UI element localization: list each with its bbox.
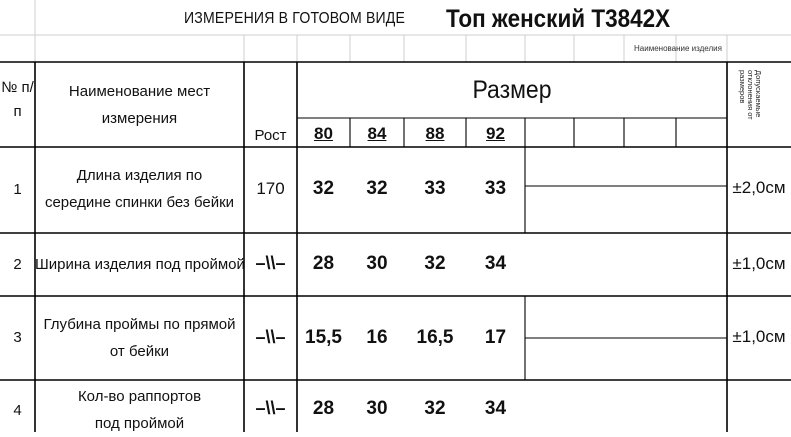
size-84: 84 <box>367 124 387 143</box>
row-2-size-84: 30 <box>366 253 388 274</box>
col-height-header: Рост <box>254 127 287 144</box>
row-3-tolerance: ±1,0см <box>732 327 786 346</box>
row-1-size-92: 33 <box>484 178 507 199</box>
measurements-title: ИЗМЕРЕНИЯ В ГОТОВОМ ВИДЕ <box>184 10 406 27</box>
row-4-height: –\\– <box>255 398 286 418</box>
row-1-size-80: 32 <box>312 178 335 199</box>
size-80: 80 <box>314 124 333 143</box>
product-name: Топ женский Т3842Х <box>446 5 671 33</box>
row-4-size-84: 30 <box>366 398 388 419</box>
col-size-header: Размер <box>472 76 552 104</box>
row-2-height: –\\– <box>255 253 286 273</box>
row-1-size-88: 33 <box>424 178 446 199</box>
col-tolerance-header: Допускаемые отклонения от размеров <box>738 70 763 120</box>
row-1-size-84: 32 <box>366 178 388 199</box>
col-number-header: № п/п <box>1 79 34 120</box>
row-1-height: 170 <box>256 179 285 198</box>
size-92: 92 <box>486 124 505 143</box>
row-1-tolerance: ±2,0см <box>732 178 786 197</box>
row-2-num: 2 <box>13 256 22 273</box>
product-name-label: Наименование изделия <box>634 44 722 53</box>
row-3-size-92: 17 <box>484 327 507 348</box>
row-3-size-88: 16,5 <box>416 327 454 348</box>
row-4-size-92: 34 <box>484 398 507 419</box>
row-1-num: 1 <box>13 181 22 198</box>
row-3-size-84: 16 <box>366 327 388 348</box>
row-2-size-80: 28 <box>312 253 335 274</box>
size-88: 88 <box>425 124 445 143</box>
row-4-name: Кол-во раппортов под проймой <box>77 388 202 432</box>
row-4-size-80: 28 <box>312 398 335 419</box>
row-2-name: Ширина изделия под проймой <box>35 256 245 273</box>
row-4-size-88: 32 <box>424 398 446 419</box>
row-2-size-88: 32 <box>424 253 446 274</box>
row-2-tolerance: ±1,0см <box>732 254 786 273</box>
row-3-num: 3 <box>13 329 22 346</box>
row-1-name: Длина изделия по середине спинки без бейки <box>44 167 235 211</box>
col-place-header: Наименование мест измерения <box>68 83 211 127</box>
row-3-name: Глубина проймы по прямой от бейки <box>43 316 236 360</box>
row-3-height: –\\– <box>255 327 286 347</box>
row-4-num: 4 <box>13 402 22 419</box>
row-3-size-80: 15,5 <box>305 327 342 348</box>
row-2-size-92: 34 <box>484 253 507 274</box>
